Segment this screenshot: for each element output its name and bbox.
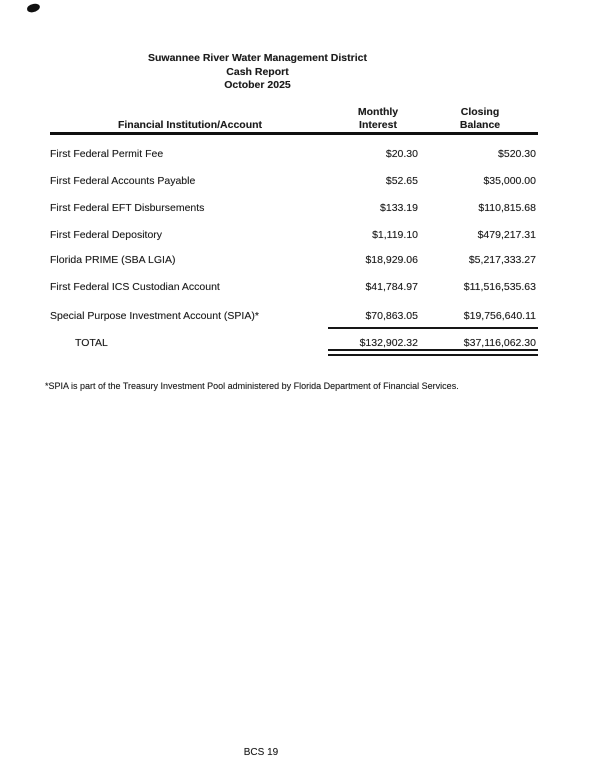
report-period: October 2025	[224, 79, 291, 91]
report-title: Cash Report	[226, 65, 289, 78]
closing-balance-value: $520.30	[498, 148, 536, 160]
total-monthly-value: $132,902.32	[359, 337, 418, 349]
account-label: First Federal Permit Fee	[50, 148, 164, 160]
scan-artifact-mark	[26, 3, 40, 13]
column-header-monthly-line2: Interest	[359, 119, 397, 131]
table-row	[0, 281, 600, 294]
account-label: Florida PRIME (SBA LGIA)	[50, 254, 176, 266]
account-label: First Federal EFT Disbursements	[50, 202, 205, 214]
monthly-interest-value: $41,784.97	[365, 281, 418, 293]
table-row	[0, 310, 600, 323]
closing-balance-value: $5,217,333.27	[468, 254, 536, 266]
account-label: First Federal Depository	[50, 229, 163, 241]
table-row	[0, 202, 600, 215]
district-title: Suwannee River Water Management District	[147, 52, 367, 64]
table-row	[0, 229, 600, 242]
total-double-rule	[328, 349, 538, 356]
monthly-interest-value: $1,119.10	[372, 229, 418, 241]
header-rule	[50, 132, 538, 135]
total-closing-value: $37,116,062.30	[463, 337, 536, 349]
closing-balance-value: $479,217.31	[477, 229, 536, 241]
monthly-interest-value: $52.65	[385, 175, 418, 187]
subtotal-rule	[328, 327, 538, 329]
table-row	[0, 175, 600, 188]
column-header-closing-balance	[420, 106, 540, 132]
closing-balance-value: $11,516,535.63	[463, 281, 536, 293]
column-header-monthly-interest	[328, 106, 428, 132]
report-header	[0, 52, 515, 93]
monthly-interest-value: $70,863.05	[365, 310, 418, 322]
closing-balance-value: $110,815.68	[478, 202, 536, 214]
closing-balance-value: $35,000.00	[483, 175, 536, 187]
column-header-closing-line1: Closing	[460, 106, 500, 118]
closing-balance-value: $19,756,640.11	[463, 310, 536, 322]
column-header-monthly-line1: Monthly	[357, 106, 399, 118]
table-row	[0, 148, 600, 161]
column-header-closing-line2: Balance	[459, 119, 501, 131]
monthly-interest-value: $133.19	[380, 202, 418, 214]
account-label: First Federal ICS Custodian Account	[50, 281, 220, 293]
monthly-interest-value: $20.30	[385, 148, 418, 160]
spia-footnote: *SPIA is part of the Treasury Investment Pool administered by Florida Department of Financial Services.	[45, 381, 459, 391]
column-header-account: Financial Institution/Account	[117, 119, 263, 131]
table-row	[0, 254, 600, 267]
page-footer: BCS 19	[243, 747, 279, 758]
total-label: TOTAL	[75, 337, 108, 349]
account-label: Special Purpose Investment Account (SPIA)*	[50, 310, 259, 322]
monthly-interest-value: $18,929.06	[365, 254, 418, 266]
account-label: First Federal Accounts Payable	[50, 175, 196, 187]
